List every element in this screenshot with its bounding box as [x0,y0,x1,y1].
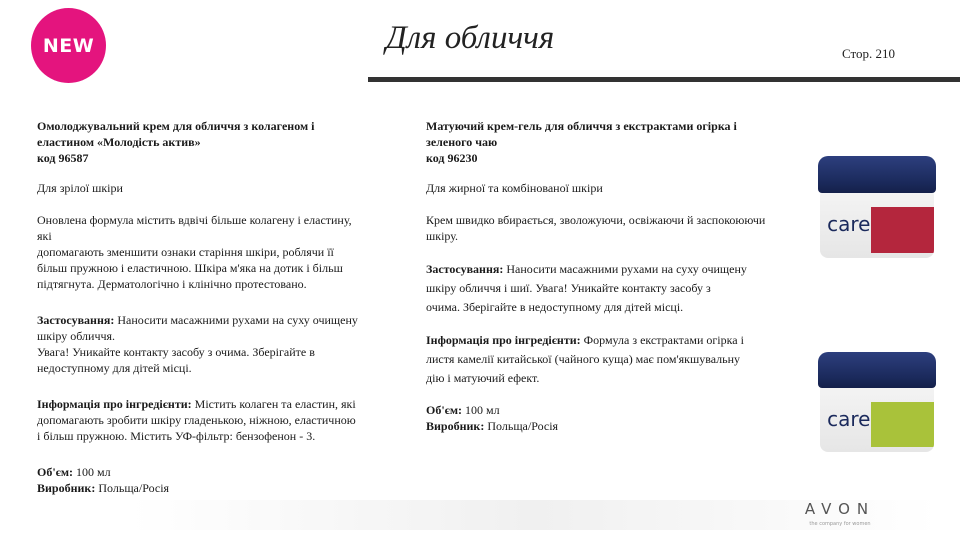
skin-type: Для жирної та комбінованої шкіри [426,181,603,195]
product-right [426,118,804,434]
maker-label: Виробник: [37,481,96,495]
text-line: допомагають зробити шкіру гладенькою, ніжною, еластичною [37,413,356,427]
usage-label: Застосування: [37,313,115,327]
maker-label: Виробник: [426,419,485,433]
specs-section [426,402,804,434]
maker-value: Польща/Росія [95,481,170,495]
text-line: дію і матуючий ефект. [426,371,540,385]
usage-section [426,260,804,317]
text-line: Містить колаген та еластин, які [191,397,356,411]
text-line: шкіру обличчя. [37,329,116,343]
title-line: еластином «Молодість актив» [37,135,201,149]
product-code: код 96587 [37,151,89,165]
ingredients-section [426,331,804,388]
text-line: підтягнута. Дерматологічно і клінічно протестовано. [37,277,307,291]
product-description [426,212,804,244]
jar-band-red [871,207,933,253]
avon-logo [790,500,890,527]
product-description [37,212,387,292]
new-badge-text: NEW [42,34,95,57]
text-line: листя камелії китайської (чайного куща) має пом'якшувальну [426,352,741,366]
specs-section [37,464,387,496]
product-image-red-jar [818,156,936,258]
avon-tagline: the company for women [809,521,871,527]
avon-logo-text: AVON [804,500,876,518]
page-number: Стор. 210 [842,46,896,61]
product-left [37,118,387,496]
text-line: Увага! Уникайте контакту засобу з очима. Зберігайте в [37,345,315,359]
volume-label: Об'єм: [37,465,74,479]
new-badge [31,8,106,83]
brand-label: care [827,407,871,432]
ingredients-label: Інформація про інгредієнти: [37,397,192,411]
text-line: Крем швидко вбирається, зволожуючи, освіжаючи й заспокоюючи [426,213,766,227]
text-line: шкіру обличчя і шиї. Увага! Уникайте контакту засобу з [426,281,711,295]
usage-label: Застосування: [426,262,504,276]
text-line: Формула з екстрактами огірка і [580,333,744,347]
ingredients-section [37,396,387,444]
text-line: які [37,229,52,243]
text-line: очима. Зберігайте в недоступному для дітей місці. [426,300,684,314]
jar-band-green [871,402,933,447]
jar-body [820,388,933,452]
text-line: Наносити масажними рухами на суху очищену [114,313,358,327]
volume-label: Об'єм: [426,403,463,417]
jar-body [820,193,933,258]
title-divider [368,77,960,82]
text-line: допомагають зменшити ознаки старіння шкіри, роблячи її [37,245,334,259]
brand-label: care [827,212,871,237]
volume-value: 100 мл [462,403,500,417]
skin-type: Для зрілої шкіри [37,181,123,195]
usage-section [37,312,387,376]
page-title: Для обличчя [385,20,555,56]
text-line: і більш пружною. Містить УФ-фільтр: бензофенон - 3. [37,429,316,443]
product-code: код 96230 [426,151,478,165]
maker-value: Польща/Росія [484,419,559,433]
text-line: більш пружною і еластичною. Шкіра м'яка на дотик і більш [37,261,343,275]
title-line: Матуючий крем-гель для обличчя з екстрактами огірка і [426,119,737,133]
jar-lid [818,352,936,388]
product-left-title [37,118,387,166]
product-right-title [426,118,804,166]
text-line: шкіру. [426,229,459,243]
title-line: Омолоджувальний крем для обличчя з колагеном і [37,119,315,133]
title-line: зеленого чаю [426,135,498,149]
text-line: Оновлена формула містить вдвічі більше колагену і еластину, [37,213,352,227]
ingredients-label: Інформація про інгредієнти: [426,333,581,347]
volume-value: 100 мл [73,465,111,479]
product-image-green-jar [818,352,936,452]
jar-lid [818,156,936,193]
text-line: недоступному для дітей місці. [37,361,192,375]
text-line: Наносити масажними рухами на суху очищену [503,262,747,276]
